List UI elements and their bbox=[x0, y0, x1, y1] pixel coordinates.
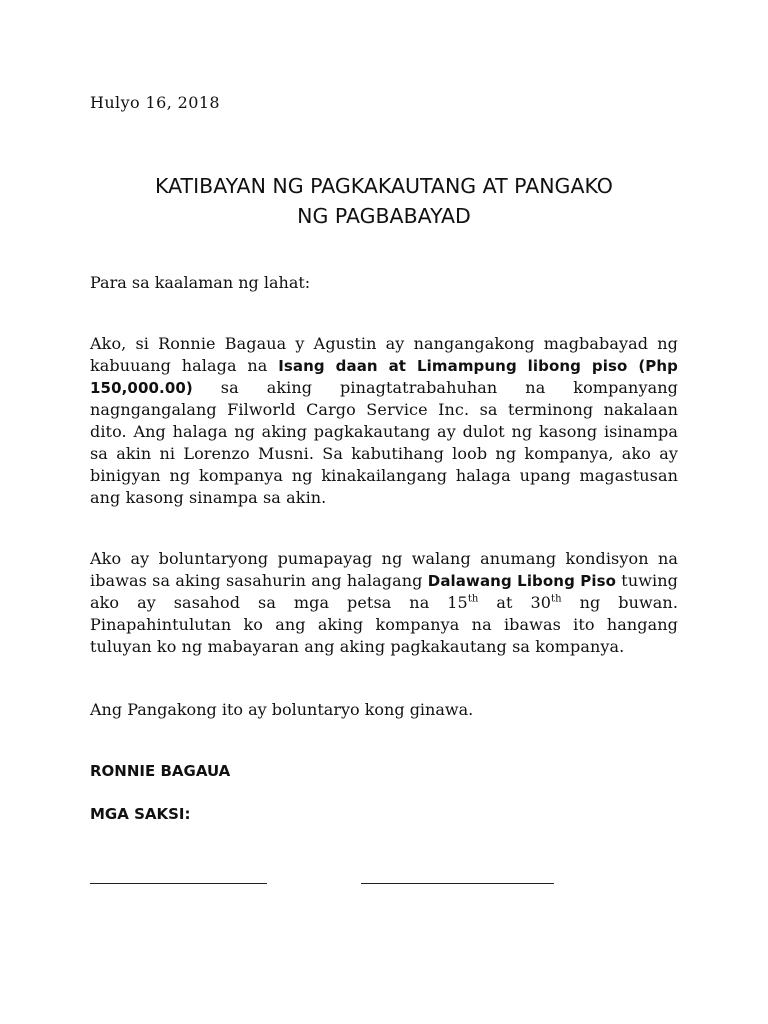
paragraph2-text-b: tuwing ako ay sasahod sa mga petsa na 15 bbox=[90, 571, 678, 612]
witness-label: MGA SAKSI: bbox=[90, 805, 191, 823]
paragraph2-text-a: Ako ay boluntaryong pumapayag ng walang anumang kondisyon na ibawas sa aking sasahurin ang halagang bbox=[90, 549, 678, 590]
deduction-amount: Dalawang Libong Piso bbox=[427, 572, 617, 590]
title-line-1: KATIBAYAN NG PAGKAKAUTANG AT PANGAKO bbox=[155, 174, 613, 198]
paragraph-deduction-consent bbox=[90, 548, 678, 658]
title-line-2: NG PAGBABAYAD bbox=[297, 204, 471, 228]
paragraph1-text-b: sa aking pinagtatrabahuhan na kompanyang nagngangalang Filworld Cargo Service Inc. sa terminong nakalaan dito. Ang halaga ng aking pagkakautang ay dulot ng kasong isinampa sa akin ni Lorenzo Musni. Sa kabutihang loob ng kompanya, ako ay binigyan ng kompanya ng kinakailangang halaga upang magastusan ang kasong sinampa sa akin. bbox=[90, 378, 678, 507]
paragraph1-text-a: Ako, si Ronnie Bagaua y Agustin ay nangangakong magbabayad ng kabuuang halaga na bbox=[90, 334, 678, 375]
witness-signature-line-1 bbox=[90, 883, 267, 884]
loan-amount: Isang daan at Limampung libong piso (Php 150,000.00) bbox=[90, 357, 678, 397]
signer-name: RONNIE BAGAUA bbox=[90, 762, 231, 780]
document-date: Hulyo 16, 2018 bbox=[90, 93, 220, 112]
paragraph-debt-statement bbox=[90, 333, 678, 509]
witness-signature-line-2 bbox=[361, 883, 554, 884]
ordinal-suffix-30: th bbox=[551, 593, 562, 605]
paragraph2-text-d: ng buwan. Pinapahintulutan ko ang aking kompanya na ibawas ito hangang tuluyan ko ng mabayaran ang aking pagkakautang sa kompanya. bbox=[90, 593, 679, 656]
paragraph2-text-c: at 30 bbox=[478, 593, 552, 612]
salutation: Para sa kaalaman ng lahat: bbox=[90, 273, 311, 292]
closing-statement: Ang Pangakong ito ay boluntaryo kong ginawa. bbox=[90, 700, 474, 719]
ordinal-suffix-15: th bbox=[467, 593, 479, 605]
document-title bbox=[70, 171, 698, 231]
